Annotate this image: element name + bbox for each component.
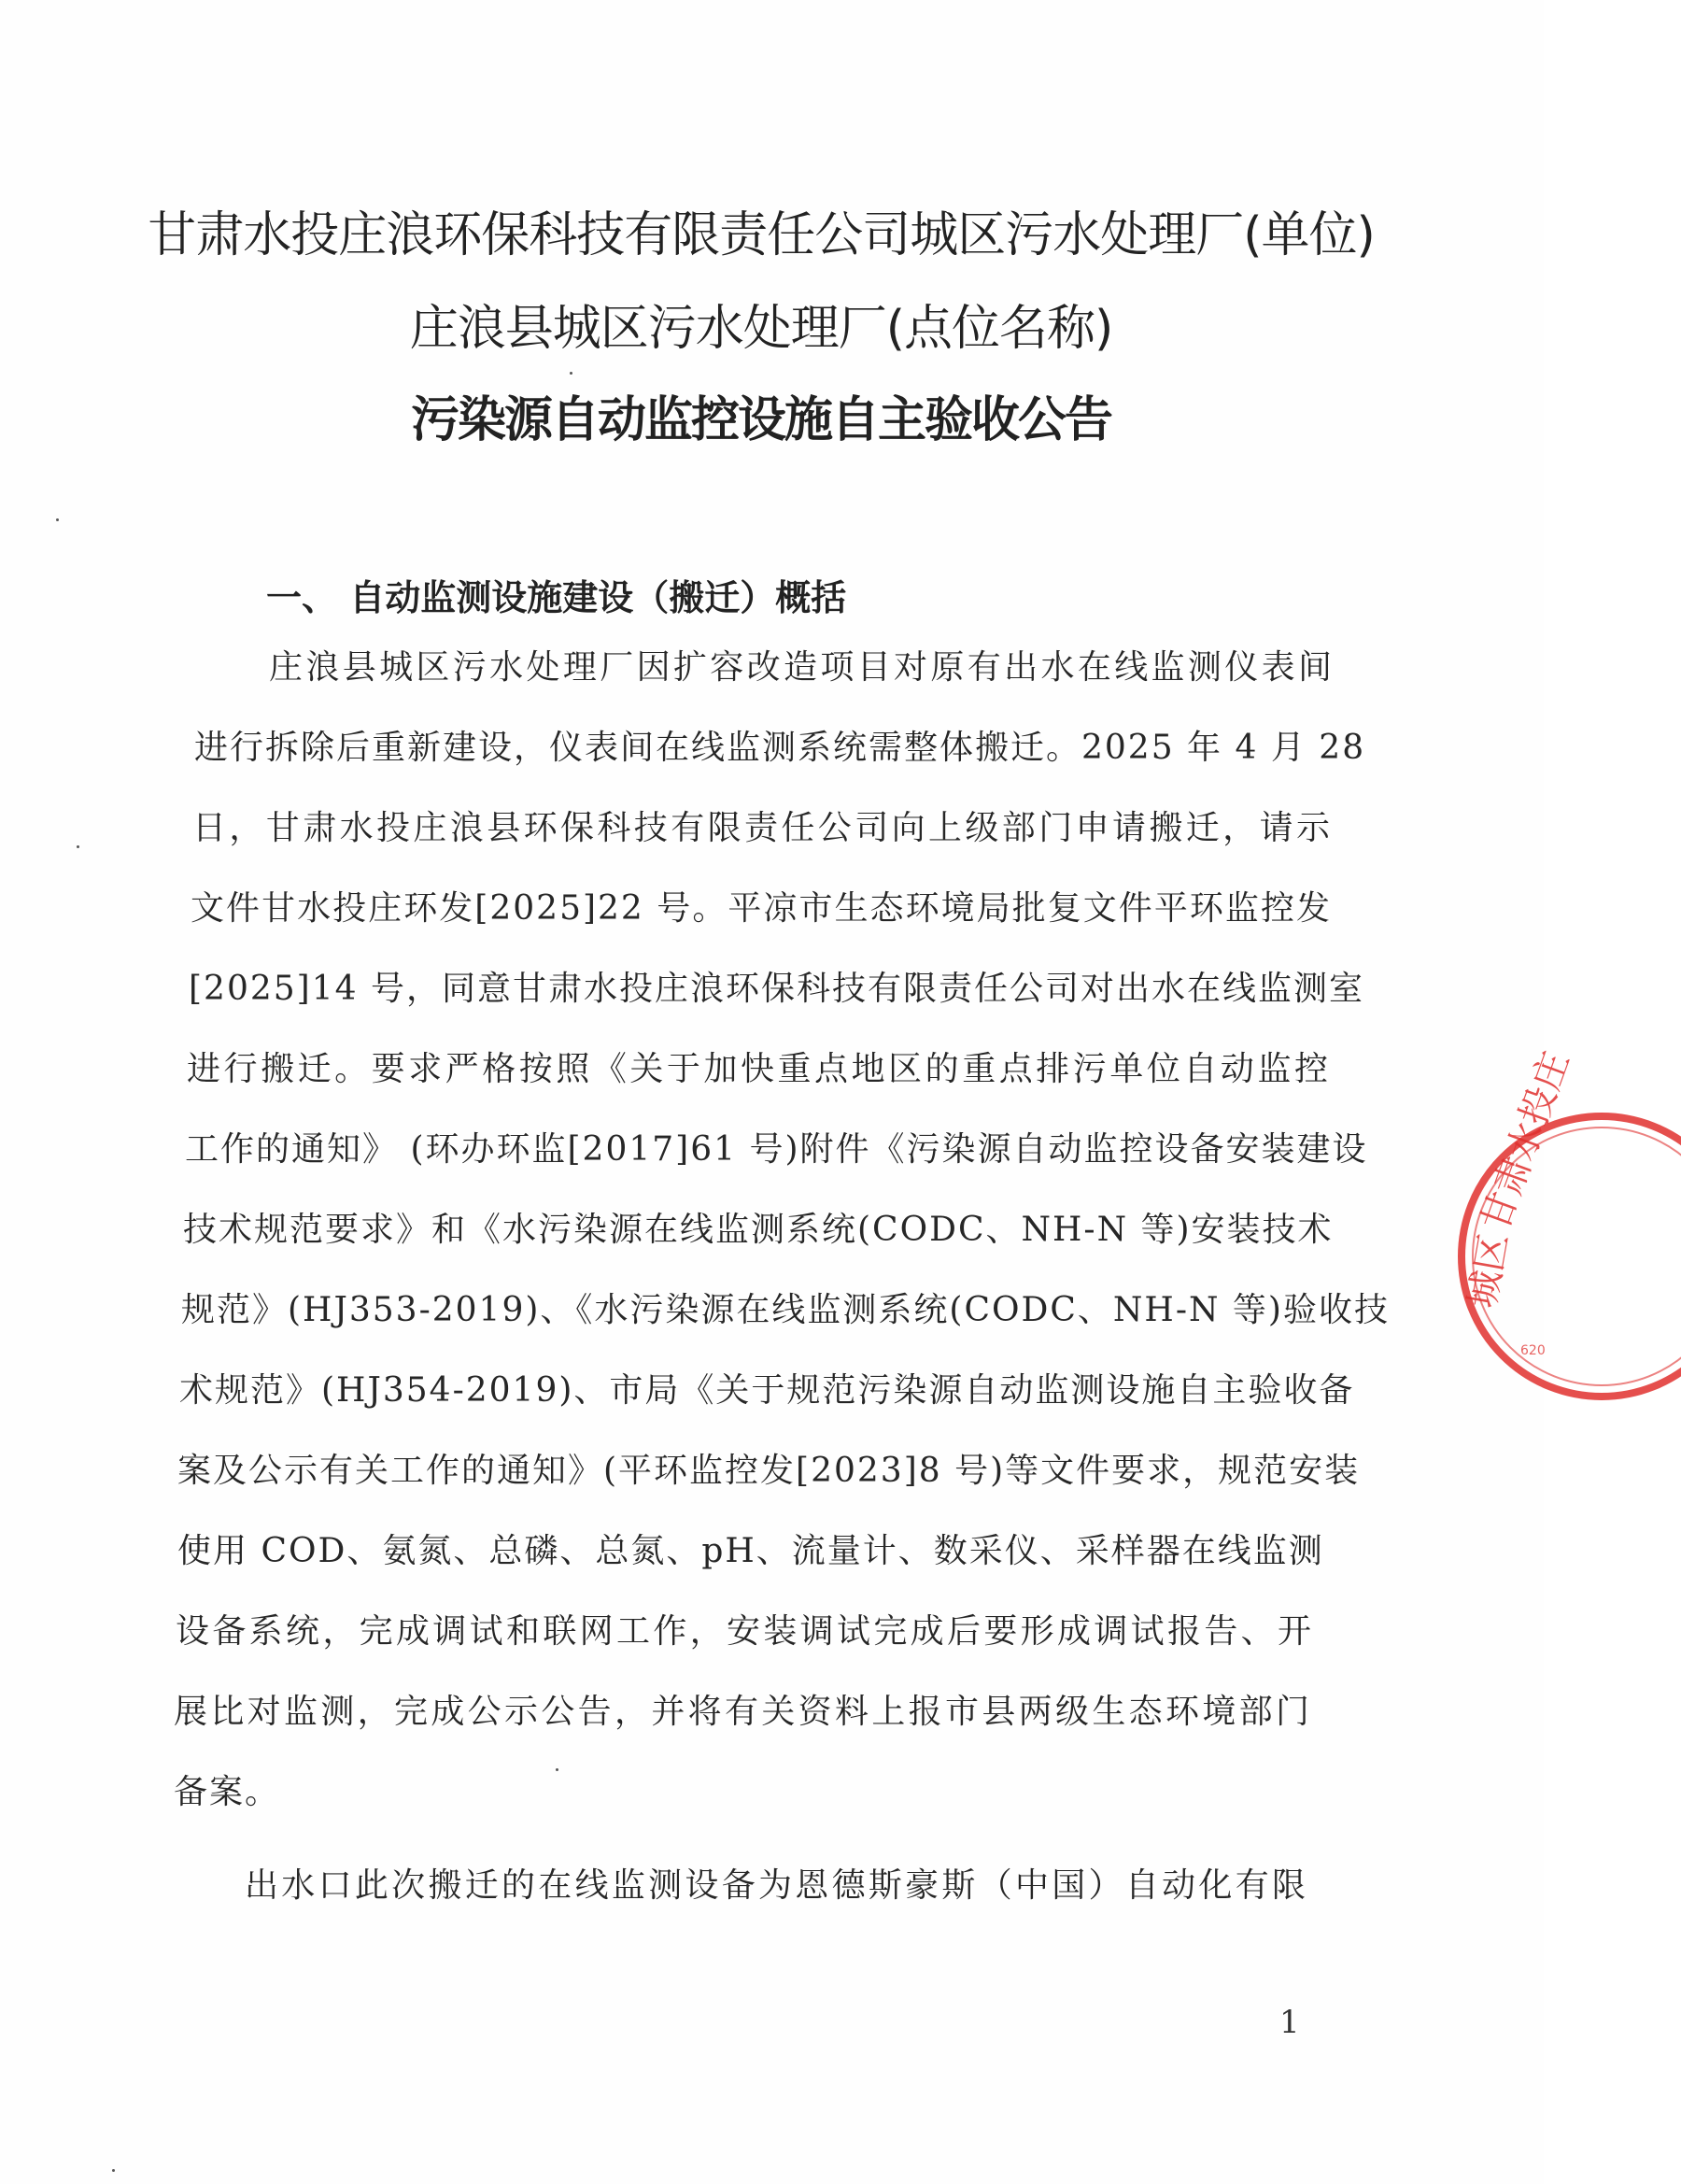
scan-speck (77, 845, 79, 848)
paragraph-line: 进行搬迁。要求严格按照《关于加快重点地区的重点排污单位自动监控 (187, 1050, 1330, 1088)
paragraph-line: 规范》(HJ353-2019)、《水污染源在线监测系统(CODC、NH-N 等)验收技 (181, 1291, 1390, 1329)
page-number: 1 (1279, 2004, 1300, 2041)
scan-speck (56, 518, 59, 521)
scan-speck (570, 372, 572, 375)
paragraph-line: 日，甘肃水投庄浪县环保科技有限责任公司向上级部门申请搬迁，请示 (192, 809, 1332, 847)
svg-text:城区: 城区 (1461, 1229, 1517, 1312)
paragraph-line: [2025]14 号，同意甘肃水投庄浪环保科技有限责任公司对出水在线监测室 (189, 970, 1364, 1008)
document-title-main: 污染源自动监控设施自主验收公告 (410, 392, 1111, 448)
svg-text:620: 620 (1520, 1343, 1546, 1358)
paragraph-line: 工作的通知》 (环办环监[2017]61 号)附件《污染源自动监控设备安装建设 (185, 1130, 1368, 1169)
paragraph-line: 术规范》(HJ354-2019)、市局《关于规范污染源自动监测设施自主验收备 (179, 1371, 1355, 1410)
document-title-unit: 甘肃水投庄浪环保科技有限责任公司城区污水处理厂(单位) (148, 207, 1375, 263)
document-title-point: 庄浪县城区污水处理厂(点位名称) (409, 301, 1113, 357)
paragraph-line: 使用 COD、氨氮、总磷、总氮、pH、流量计、数采仪、采样器在线监测 (177, 1532, 1324, 1570)
paragraph-line: 备案。 (174, 1773, 281, 1811)
paragraph-line: 进行拆除后重新建设，仪表间在线监测系统需整体搬迁。2025 年 4 月 28 (194, 729, 1366, 767)
svg-text:甘肃水投庄: 甘肃水投庄 (1474, 1045, 1578, 1237)
section-heading-1: 一、 自动监测设施建设（搬迁）概括 (266, 577, 847, 618)
paragraph-line: 设备系统，完成调试和联网工作，安装调试完成后要形成调试报告、开 (176, 1612, 1313, 1651)
paragraph-line: 案及公示有关工作的通知》(平环监控发[2023]8 号)等文件要求，规范安装 (177, 1452, 1361, 1490)
paragraph-line: 出水口此次搬迁的在线监测设备为恩德斯豪斯（中国）自动化有限 (245, 1866, 1307, 1905)
scan-speck (112, 2169, 115, 2172)
scan-speck (556, 1768, 558, 1771)
paragraph-line: 展比对监测，完成公示公告，并将有关资料上报市县两级生态环境部门 (174, 1693, 1311, 1731)
paragraph-line: 文件甘水投庄环发[2025]22 号。平凉市生态环境局批复文件平环监控发 (191, 889, 1332, 928)
paragraph-line: 庄浪县城区污水处理厂因扩容改造项目对原有出水在线监测仪表间 (269, 648, 1334, 687)
official-seal (1448, 1045, 1681, 1411)
paragraph-line: 技术规范要求》和《水污染源在线监测系统(CODC、NH-N 等)安装技术 (183, 1211, 1334, 1249)
